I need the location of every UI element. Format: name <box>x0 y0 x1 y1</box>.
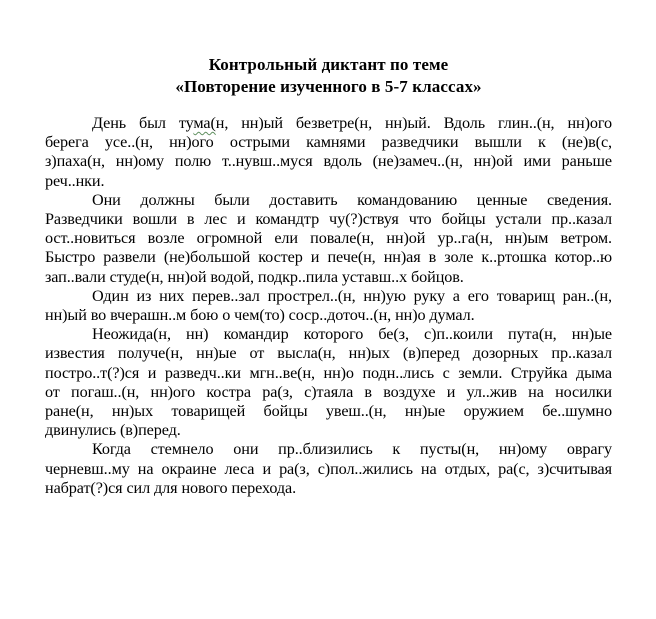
text-line: ране(н, нн)ых товарищей бойцы увеш..(н, нн)ые оружием бе..шумно <box>45 402 612 421</box>
text-line: зап..вали студе(н, нн)ой водой, подкр..пила уставш..х бойцов. <box>45 267 464 286</box>
spellcheck-underline: ма( <box>193 114 216 132</box>
text-line: Когда стемнело они пр..близились к пусты(н, нн)ому оврагу <box>92 440 612 459</box>
text-line: постро..т(?)ся и разведч..ки мгн..ве(н, нн)о подн..лись с земли. Струйка дыма <box>45 363 612 382</box>
text-line: известия получе(н, нн)ые от высла(н, нн)ых (в)перед дозорных пр..казал <box>45 344 612 363</box>
paragraph <box>45 440 612 498</box>
text-line: набрат(?)ся сил для нового перехода. <box>45 478 297 497</box>
paragraph <box>45 114 612 191</box>
text-line: двинулись (в)перед. <box>45 421 181 440</box>
title-line-1: Контрольный диктант по теме <box>208 55 449 74</box>
document-body <box>45 114 612 498</box>
text-line: нн)ый во вчерашн..м бою о чем(то) соср..доточ..(н, нн)о думал. <box>45 306 475 325</box>
text-line: черневш..му на окраине леса и ра(з, с)пол..жились на отдых, ра(с, з)считывая <box>45 459 612 478</box>
text-line: Разведчики вошли в лес и командтр чу(?)ствуя что бойцы устали пр..казал <box>45 210 612 229</box>
text-line: от погаш..(н, нн)ого костра ра(з, с)таяла в воздухе и ул..жив на носилки <box>45 382 612 401</box>
text-line: Они должны были доставить командованию ценные сведения. <box>92 190 612 209</box>
title-line-2: «Повторение изученного в 5-7 классах» <box>175 77 482 96</box>
paragraph <box>45 287 612 325</box>
text-line: берега усе..(н, нн)ого острыми камнями разведчики вышли к (не)в(с, <box>45 133 612 152</box>
document-title <box>45 54 612 98</box>
text-line: з)паха(н, нн)ому полю т..нувш..муся вдоль (не)замеч..(н, нн)ой ими раньше <box>45 152 612 171</box>
text-line: Быстро развели (не)большой костер и пече(н, нн)ая в золе к..ртошка котор..ю <box>45 248 612 267</box>
text-line: Один из них перев..зал прострел..(н, нн)ую руку а его товарищ ран..(н, <box>92 286 612 305</box>
text-line: Неожида(н, нн) командир которого бе(з, с)п..коили пута(н, нн)ые <box>92 325 612 344</box>
text-line: реч..нки. <box>45 171 105 190</box>
text-line: ост..новиться возле огромной ели повале(н, нн)ой ур..га(н, нн)ым ветром. <box>45 229 612 248</box>
paragraph <box>45 325 612 440</box>
text-line: День был тума(н, нн)ый безветре(н, нн)ый. Вдоль глин..(н, нн)ого <box>92 114 612 132</box>
paragraph <box>45 191 612 287</box>
